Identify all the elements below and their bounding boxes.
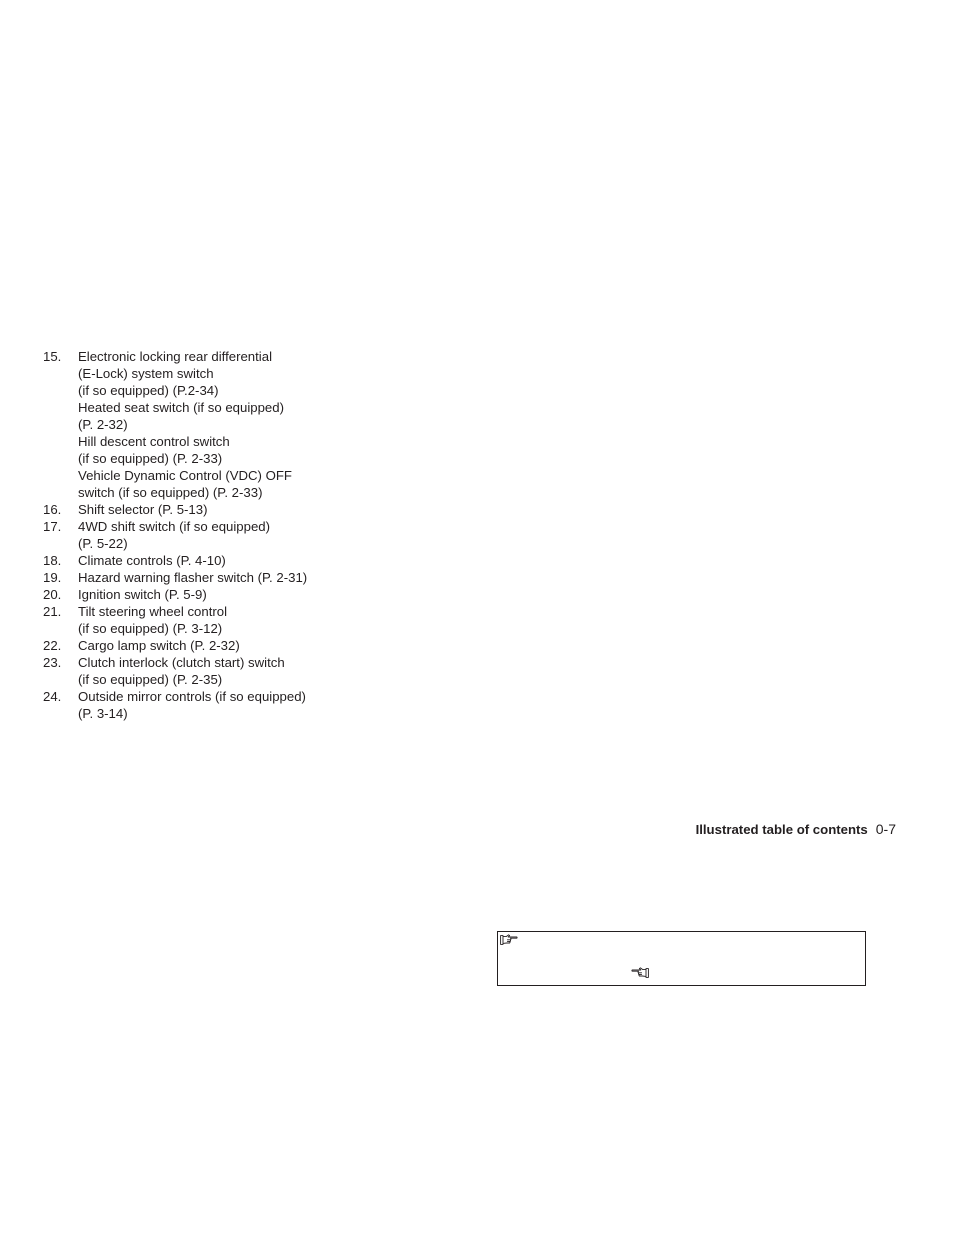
- hand-pointing-left-icon[interactable]: [631, 967, 649, 979]
- item-number: 18.: [43, 553, 62, 568]
- item-number: 16.: [43, 502, 62, 517]
- list-item: [43, 518, 343, 552]
- item-page-reference[interactable]: (if so equipped) (P. 3-12): [78, 621, 223, 636]
- list-item: [43, 586, 343, 603]
- component-list: [43, 348, 343, 722]
- item-page-reference[interactable]: (if so equipped) (P. 2-35): [78, 672, 223, 687]
- item-page-reference[interactable]: Ignition switch (P. 5-9): [78, 587, 207, 602]
- reference-box: [497, 931, 866, 986]
- page-footer: [600, 821, 896, 838]
- item-number: 19.: [43, 570, 62, 585]
- item-text: Heated seat switch (if so equipped): [78, 400, 284, 415]
- list-item: [43, 348, 343, 501]
- item-number: 22.: [43, 638, 62, 653]
- section-title: Illustrated table of contents: [695, 822, 868, 837]
- item-number: 24.: [43, 689, 62, 704]
- item-number: 15.: [43, 349, 62, 364]
- item-text: Tilt steering wheel control: [78, 604, 228, 619]
- list-item: [43, 501, 343, 518]
- item-page-reference[interactable]: (if so equipped) (P. 2-33): [78, 451, 223, 466]
- item-number: 21.: [43, 604, 62, 619]
- item-text: 4WD shift switch (if so equipped): [78, 519, 271, 534]
- page-number: 0-7: [875, 821, 896, 837]
- item-page-reference[interactable]: (P. 5-22): [78, 536, 128, 551]
- item-text: Outside mirror controls (if so equipped): [78, 689, 306, 704]
- list-item: [43, 637, 343, 654]
- item-page-reference[interactable]: Shift selector (P. 5-13): [78, 502, 208, 517]
- item-page-reference[interactable]: Climate controls (P. 4-10): [78, 553, 226, 568]
- item-page-reference[interactable]: switch (if so equipped) (P. 2-33): [78, 485, 263, 500]
- item-text: Electronic locking rear differential: [78, 349, 273, 364]
- item-page-reference[interactable]: Hazard warning flasher switch (P. 2-31): [78, 570, 308, 585]
- list-item: [43, 688, 343, 722]
- hand-pointing-right-icon[interactable]: [500, 934, 518, 946]
- item-number: 20.: [43, 587, 62, 602]
- item-number: 23.: [43, 655, 62, 670]
- item-text: (E-Lock) system switch: [78, 366, 214, 381]
- item-page-reference[interactable]: (P. 2-32): [78, 417, 128, 432]
- list-item: [43, 569, 343, 586]
- item-page-reference[interactable]: (P. 3-14): [78, 706, 128, 721]
- item-number: 17.: [43, 519, 62, 534]
- item-page-reference[interactable]: (if so equipped) (P.2-34): [78, 383, 219, 398]
- item-text: Hill descent control switch: [78, 434, 230, 449]
- item-page-reference[interactable]: Cargo lamp switch (P. 2-32): [78, 638, 240, 653]
- list-item: [43, 654, 343, 688]
- item-text: Vehicle Dynamic Control (VDC) OFF: [78, 468, 292, 483]
- list-item: [43, 552, 343, 569]
- item-text: Clutch interlock (clutch start) switch: [78, 655, 285, 670]
- list-item: [43, 603, 343, 637]
